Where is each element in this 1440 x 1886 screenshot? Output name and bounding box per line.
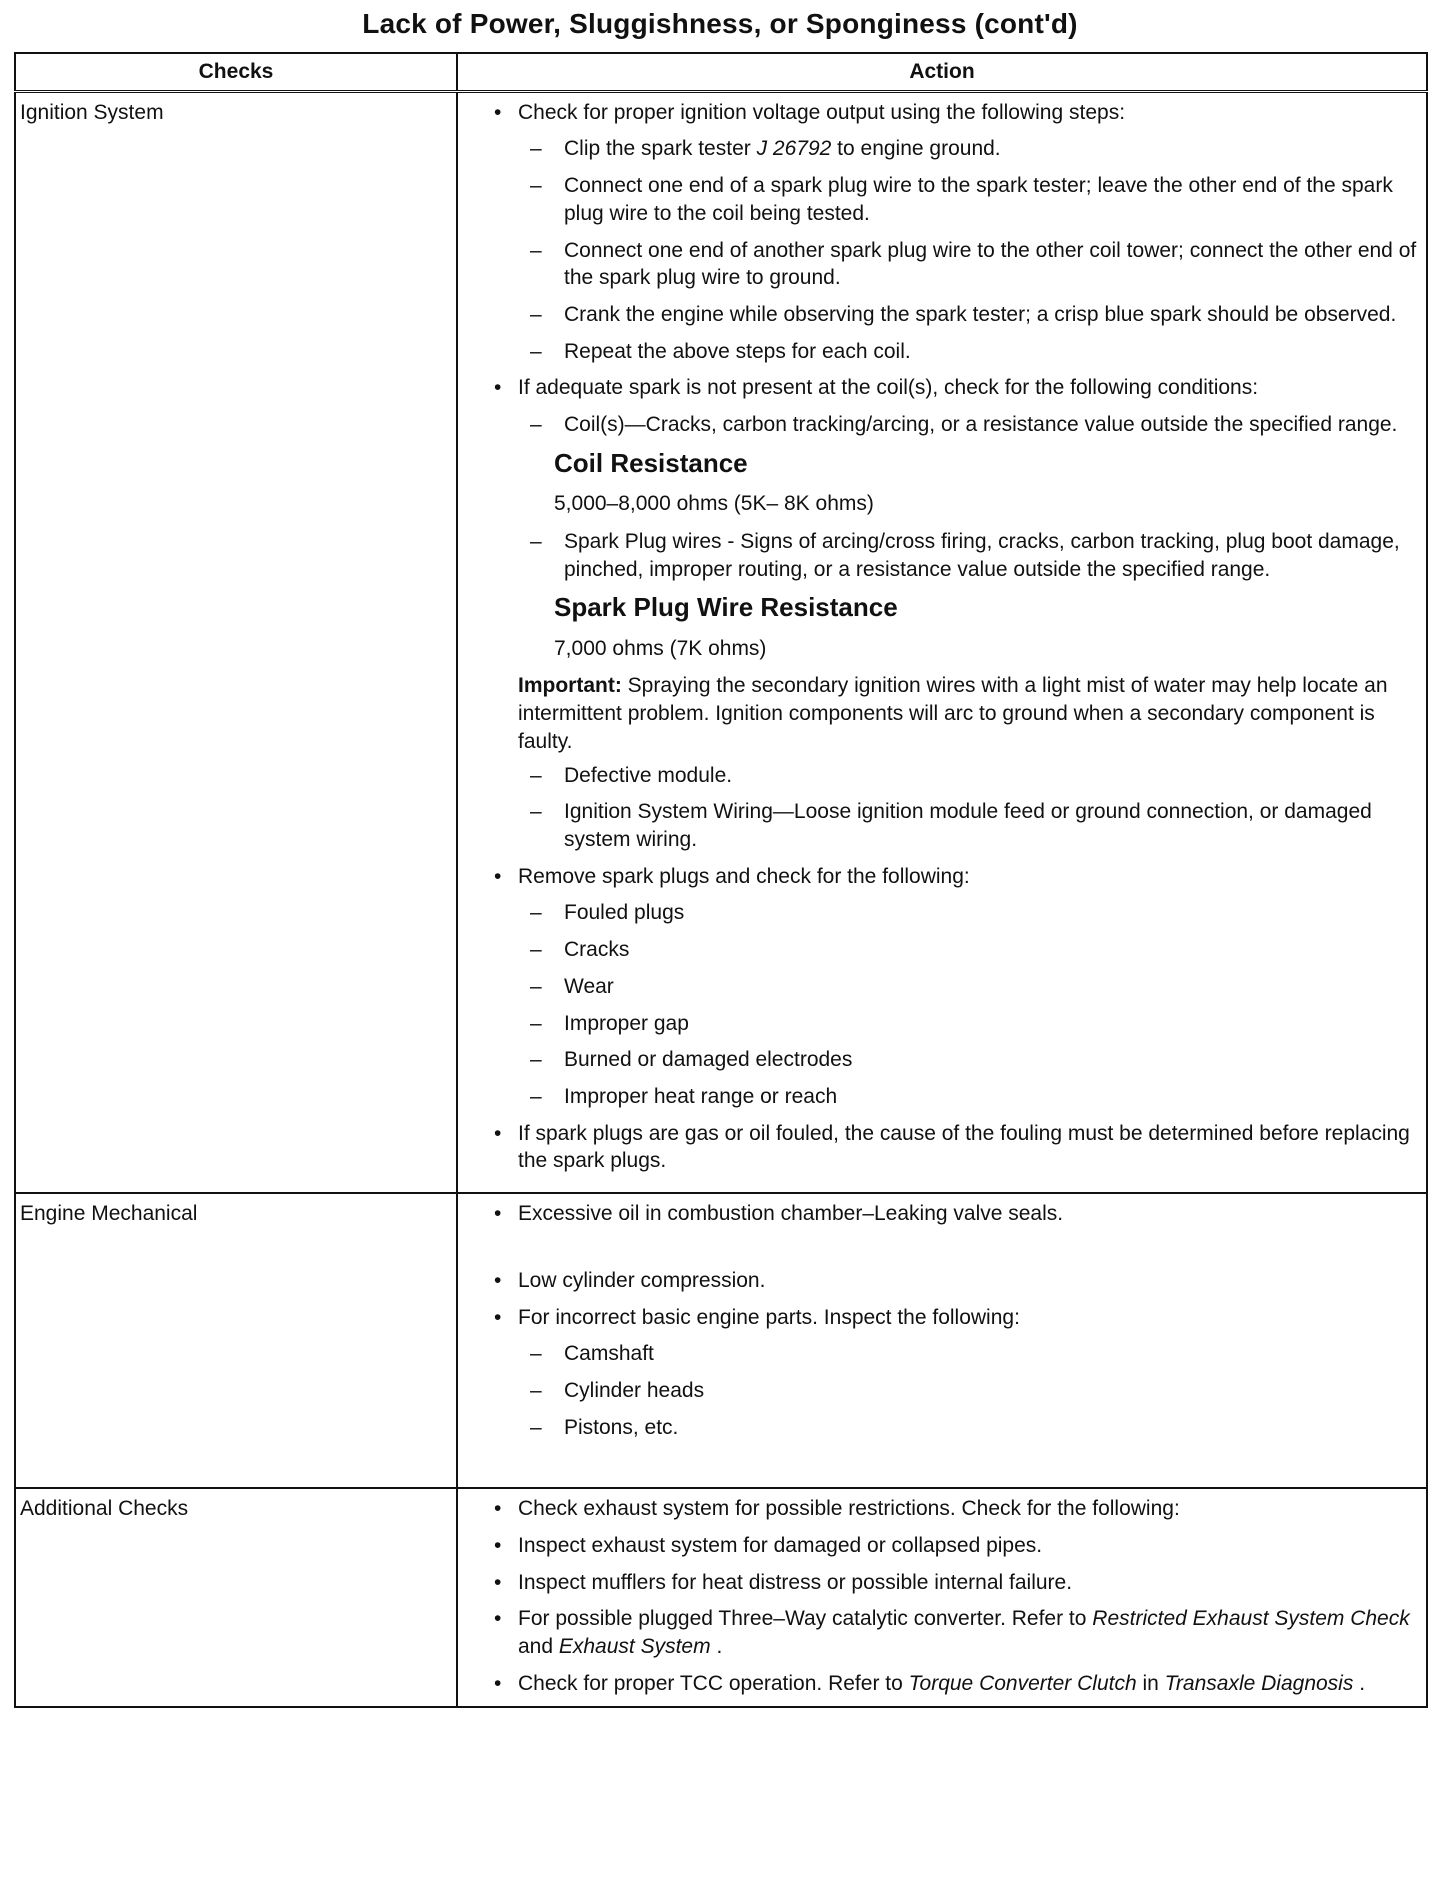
bullet-item: • Excessive oil in combustion chamber–Leaking valve seals. (494, 1200, 1418, 1228)
cross-reference: Transaxle Diagnosis (1164, 1671, 1354, 1695)
bullet-item: • For possible plugged Three–Way catalytic converter. Refer to Restricted Exhaust System Check and Exhaust System . (494, 1605, 1418, 1660)
cross-reference: Torque Converter Clutch (908, 1671, 1137, 1695)
dash-item: – Camshaft (530, 1340, 1418, 1368)
important-note: Important: Spraying the secondary ignition wires with a light mist of water may help locate an intermittent problem. Ignition components will arc to ground when a secondary component is faulty. (518, 674, 1388, 753)
bullet-item: • For incorrect basic engine parts. Inspect the following: (494, 1304, 1418, 1332)
dash-item: – Defective module. (530, 762, 1418, 790)
dash-item: – Cylinder heads (530, 1377, 1418, 1405)
dash-item: – Repeat the above steps for each coil. (530, 338, 1418, 366)
tool-reference: J 26792 (756, 137, 832, 161)
checks-column-header: Checks (15, 53, 457, 91)
dash-item: – Coil(s)—Cracks, carbon tracking/arcing, or a resistance value outside the specified range. (530, 411, 1418, 439)
bullet-item: • Inspect exhaust system for damaged or collapsed pipes. (494, 1532, 1418, 1560)
bullet-item: • Check exhaust system for possible restrictions. Check for the following: (494, 1495, 1418, 1523)
bullet-item: • If adequate spark is not present at the coil(s), check for the following conditions: (494, 374, 1418, 402)
dash-item: – Cracks (530, 936, 1418, 964)
header-row (15, 53, 1427, 91)
dash-item: – Pistons, etc. (530, 1414, 1418, 1442)
dash-item: – Wear (530, 973, 1418, 1001)
dash-item: – Ignition System Wiring—Loose ignition module feed or ground connection, or damaged system wiring. (530, 798, 1418, 853)
important-label: Important: (518, 674, 622, 698)
dash-item: – Fouled plugs (530, 899, 1418, 927)
wire-resistance-heading: Spark Plug Wire Resistance (554, 592, 898, 623)
cross-reference: Restricted Exhaust System Check (1092, 1607, 1410, 1631)
table-row (15, 1193, 1427, 1488)
bullet-item: • Check for proper ignition voltage output using the following steps: (494, 99, 1418, 127)
table-row (15, 1488, 1427, 1706)
coil-resistance-value: 5,000–8,000 ohms (5K– 8K ohms) (554, 492, 874, 516)
check-cell: Ignition System (15, 91, 457, 1193)
bullet-item: • Low cylinder compression. (494, 1267, 1418, 1295)
cross-reference: Exhaust System (558, 1635, 711, 1659)
bullet-item: • If spark plugs are gas or oil fouled, the cause of the fouling must be determined before replacing the spark plugs. (494, 1120, 1418, 1175)
bullet-item: • Check for proper TCC operation. Refer to Torque Converter Clutch in Transaxle Diagnosis . (494, 1670, 1418, 1698)
bullet-item: • Remove spark plugs and check for the following: (494, 863, 1418, 891)
check-cell: Additional Checks (15, 1488, 457, 1706)
action-cell (457, 1488, 1427, 1706)
action-column-header: Action (457, 53, 1427, 91)
coil-resistance-heading: Coil Resistance (554, 447, 748, 478)
table-row (15, 91, 1427, 1193)
action-cell (457, 91, 1427, 1193)
diagnosis-table (14, 52, 1428, 1708)
dash-item: – Improper heat range or reach (530, 1083, 1418, 1111)
page-title: Lack of Power, Sluggishness, or Sponginess (cont'd) (362, 8, 1078, 39)
dash-item: – Clip the spark tester J 26792 to engine ground. (530, 135, 1418, 163)
dash-item: – Connect one end of a spark plug wire to the spark tester; leave the other end of the spark plug wire to the coil being tested. (530, 172, 1418, 227)
bullet-item: • Inspect mufflers for heat distress or possible internal failure. (494, 1569, 1418, 1597)
check-cell: Engine Mechanical (15, 1193, 457, 1488)
dash-item: – Connect one end of another spark plug wire to the other coil tower; connect the other end of the spark plug wire to ground. (530, 237, 1418, 292)
dash-item: – Burned or damaged electrodes (530, 1046, 1418, 1074)
dash-item: – Spark Plug wires - Signs of arcing/cross firing, cracks, carbon tracking, plug boot damage, pinched, improper routing, or a resistance value outside the specified range. (530, 528, 1418, 583)
dash-item: – Crank the engine while observing the spark tester; a crisp blue spark should be observed. (530, 301, 1418, 329)
wire-resistance-value: 7,000 ohms (7K ohms) (554, 636, 767, 660)
action-cell (457, 1193, 1427, 1488)
dash-item: – Improper gap (530, 1010, 1418, 1038)
